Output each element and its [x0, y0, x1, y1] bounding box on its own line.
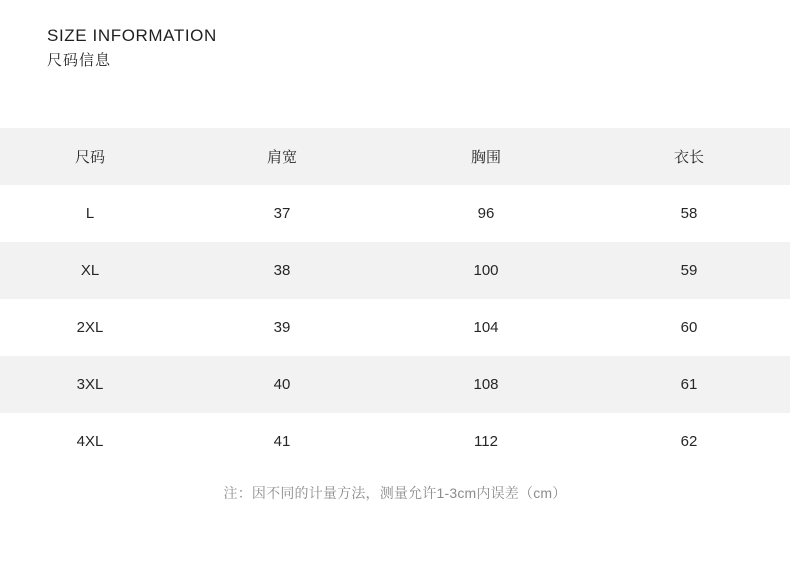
cell-length: 60 [588, 299, 790, 356]
page-title-english: SIZE INFORMATION [47, 26, 217, 45]
cell-shoulder: 41 [180, 413, 384, 470]
page-title-chinese: 尺码信息 [47, 52, 112, 69]
cell-bust: 104 [384, 299, 588, 356]
cell-shoulder: 38 [180, 242, 384, 299]
cell-size: 4XL [0, 413, 180, 470]
measurement-note: 注：因不同的计量方法，测量允许1-3cm内误差（cm） [223, 485, 567, 501]
cell-length: 58 [588, 185, 790, 242]
cell-size: XL [0, 242, 180, 299]
column-header-shoulder: 肩宽 [180, 128, 384, 185]
cell-bust: 100 [384, 242, 588, 299]
cell-length: 61 [588, 356, 790, 413]
column-header-size: 尺码 [0, 128, 180, 185]
cell-bust: 96 [384, 185, 588, 242]
cell-length: 59 [588, 242, 790, 299]
table-row [0, 356, 790, 413]
table-header [0, 128, 790, 185]
cell-shoulder: 40 [180, 356, 384, 413]
table-header-row [0, 128, 790, 185]
size-chart-table [0, 128, 790, 470]
table-row [0, 299, 790, 356]
cell-shoulder: 39 [180, 299, 384, 356]
table-row [0, 242, 790, 299]
table-row [0, 185, 790, 242]
column-header-bust: 胸围 [384, 128, 588, 185]
column-header-length: 衣长 [588, 128, 790, 185]
cell-size: 2XL [0, 299, 180, 356]
table-body [0, 185, 790, 470]
table-row [0, 413, 790, 470]
cell-shoulder: 37 [180, 185, 384, 242]
cell-size: 3XL [0, 356, 180, 413]
cell-bust: 112 [384, 413, 588, 470]
cell-size: L [0, 185, 180, 242]
page-header [47, 24, 217, 73]
cell-bust: 108 [384, 356, 588, 413]
cell-length: 62 [588, 413, 790, 470]
